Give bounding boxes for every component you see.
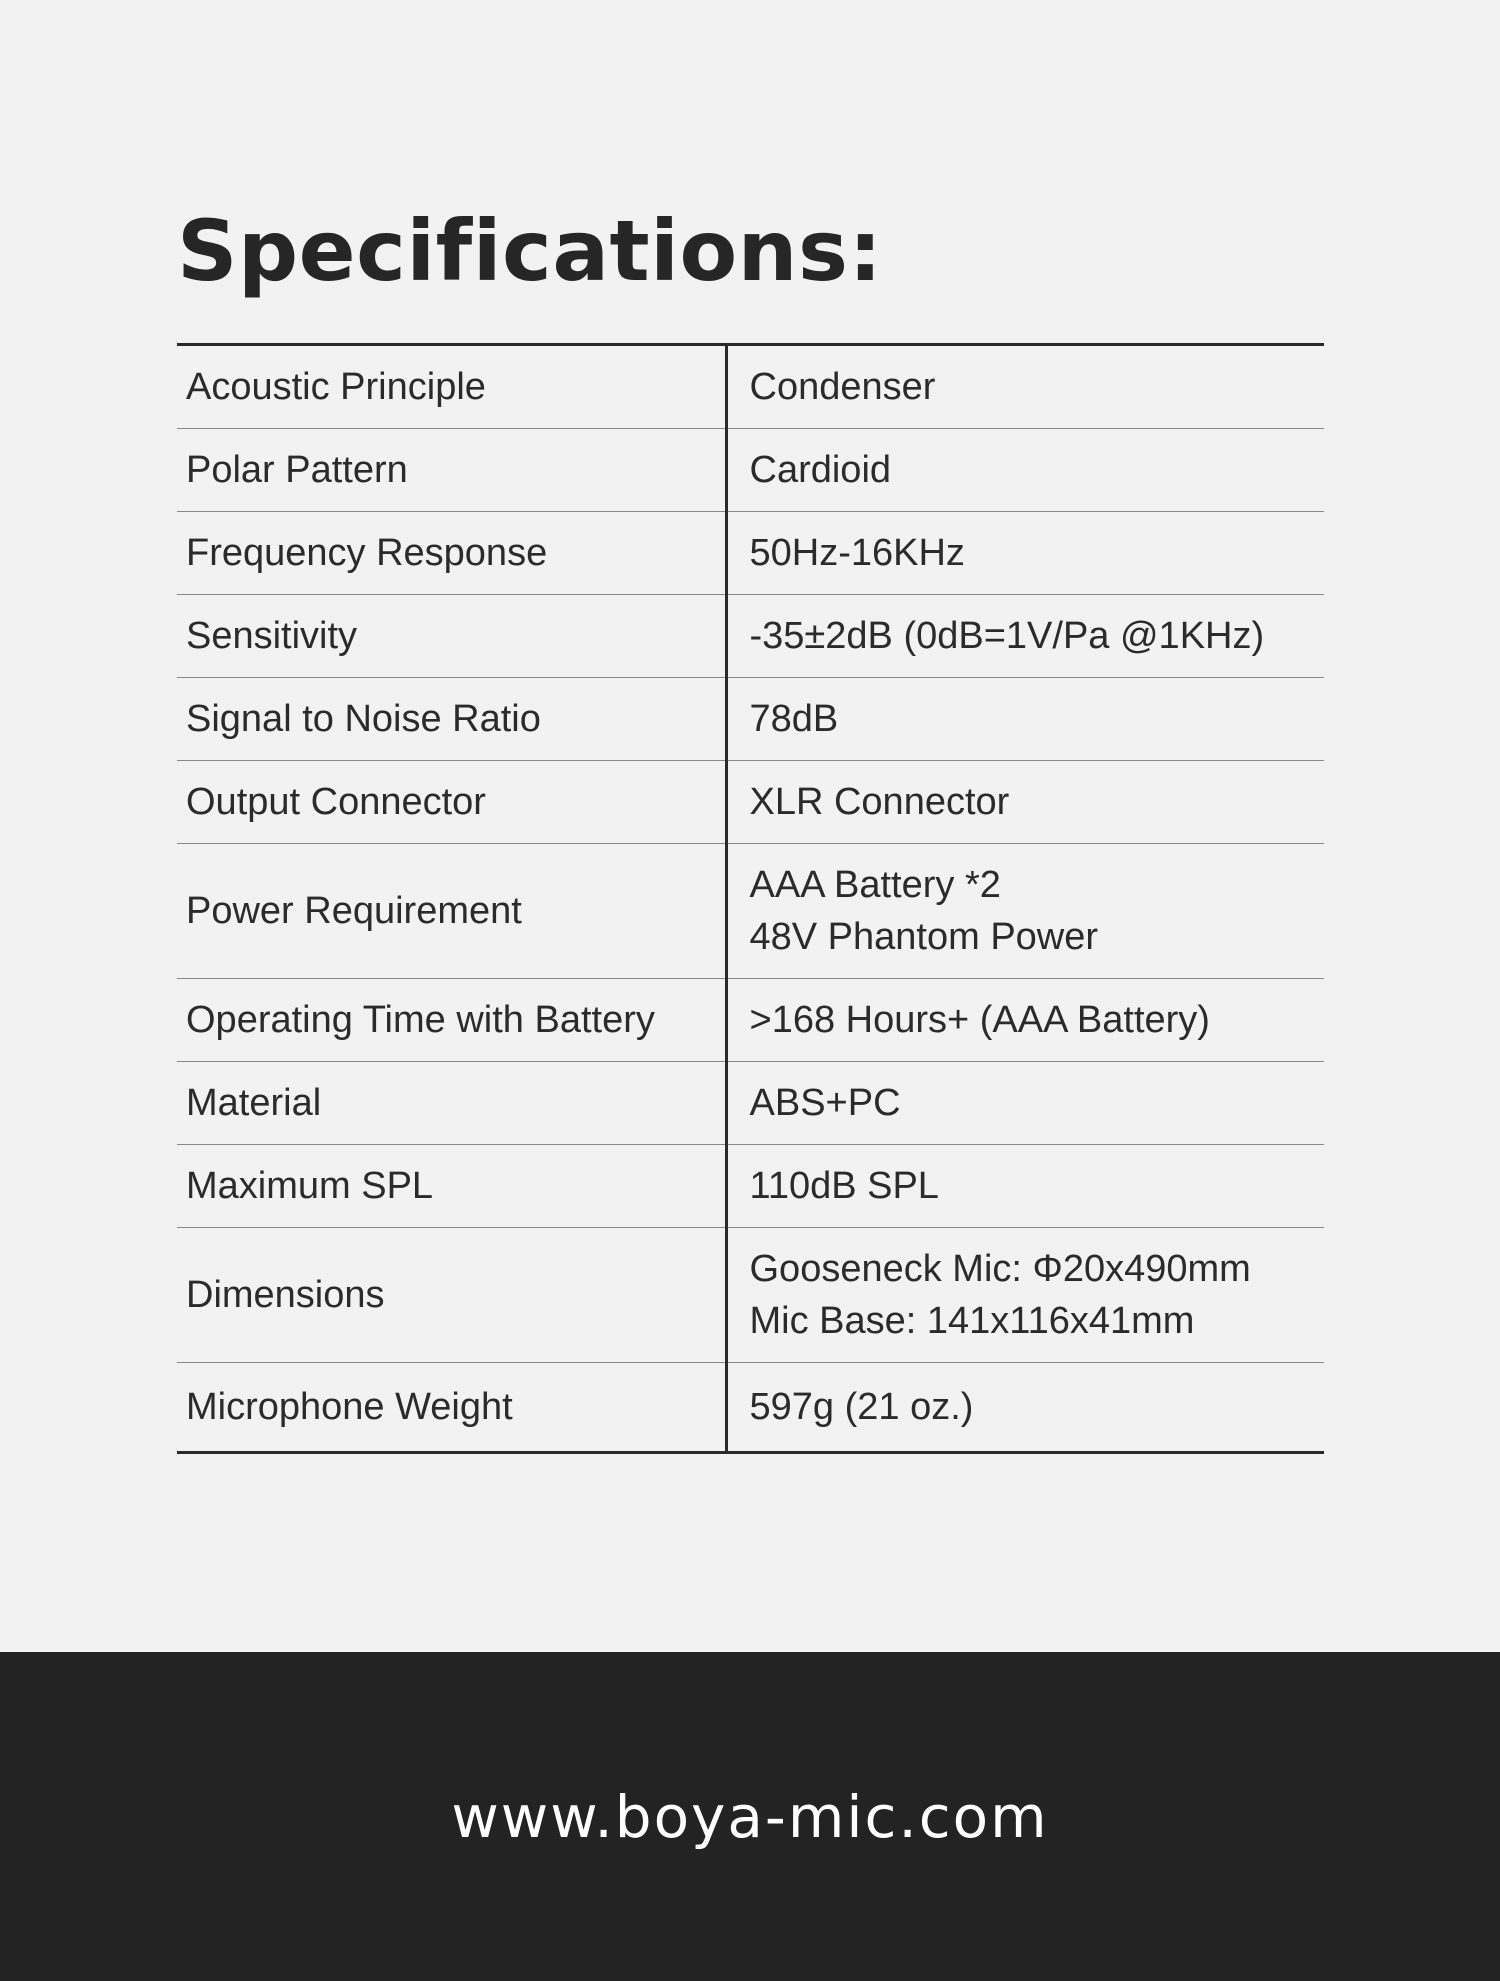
spec-label: Power Requirement — [177, 844, 726, 979]
spec-value-line: 597g (21 oz.) — [749, 1386, 974, 1428]
spec-value-line: 78dB — [749, 698, 839, 740]
spec-value-line: 48V Phantom Power — [749, 916, 1099, 958]
website-url: www.boya-mic.com — [451, 1783, 1049, 1851]
spec-value — [726, 595, 1324, 678]
spec-value — [726, 1228, 1324, 1363]
spec-value-line: XLR Connector — [749, 781, 1010, 823]
spec-table — [177, 343, 1324, 1454]
spec-value-line: Gooseneck Mic: Φ20x490mm — [749, 1248, 1251, 1290]
spec-label: Dimensions — [177, 1228, 726, 1363]
table-row — [177, 1228, 1324, 1363]
spec-value — [726, 1363, 1324, 1453]
spec-label: Operating Time with Battery — [177, 979, 726, 1062]
spec-value — [726, 345, 1324, 429]
spec-value-line: 50Hz-16KHz — [749, 532, 965, 574]
spec-label: Maximum SPL — [177, 1145, 726, 1228]
spec-value — [726, 844, 1324, 979]
spec-label: Microphone Weight — [177, 1363, 726, 1453]
table-row — [177, 429, 1324, 512]
table-row — [177, 678, 1324, 761]
spec-value-line: Mic Base: 141x116x41mm — [749, 1300, 1195, 1342]
table-row — [177, 979, 1324, 1062]
spec-value-line: ABS+PC — [749, 1082, 901, 1124]
spec-label: Acoustic Principle — [177, 345, 726, 429]
spec-label: Material — [177, 1062, 726, 1145]
spec-label: Sensitivity — [177, 595, 726, 678]
spec-value — [726, 512, 1324, 595]
spec-label: Polar Pattern — [177, 429, 726, 512]
spec-value — [726, 429, 1324, 512]
spec-value — [726, 1062, 1324, 1145]
spec-label: Frequency Response — [177, 512, 726, 595]
table-row — [177, 595, 1324, 678]
spec-value — [726, 678, 1324, 761]
table-row — [177, 1363, 1324, 1453]
spec-value — [726, 979, 1324, 1062]
spec-label: Signal to Noise Ratio — [177, 678, 726, 761]
table-row — [177, 1062, 1324, 1145]
spec-value-line: 110dB SPL — [749, 1165, 939, 1207]
spec-label: Output Connector — [177, 761, 726, 844]
spec-value — [726, 761, 1324, 844]
spec-value-line: >168 Hours+ (AAA Battery) — [749, 999, 1210, 1041]
table-row — [177, 844, 1324, 979]
spec-value-line: AAA Battery *2 — [749, 864, 1001, 906]
table-row — [177, 1145, 1324, 1228]
page-title: Specifications: — [177, 202, 883, 300]
spec-value — [726, 1145, 1324, 1228]
table-row — [177, 761, 1324, 844]
spec-value-line: -35±2dB (0dB=1V/Pa @1KHz) — [749, 615, 1265, 657]
table-row — [177, 512, 1324, 595]
spec-value-line: Condenser — [749, 366, 936, 408]
table-row — [177, 345, 1324, 429]
spec-value-line: Cardioid — [749, 449, 892, 491]
